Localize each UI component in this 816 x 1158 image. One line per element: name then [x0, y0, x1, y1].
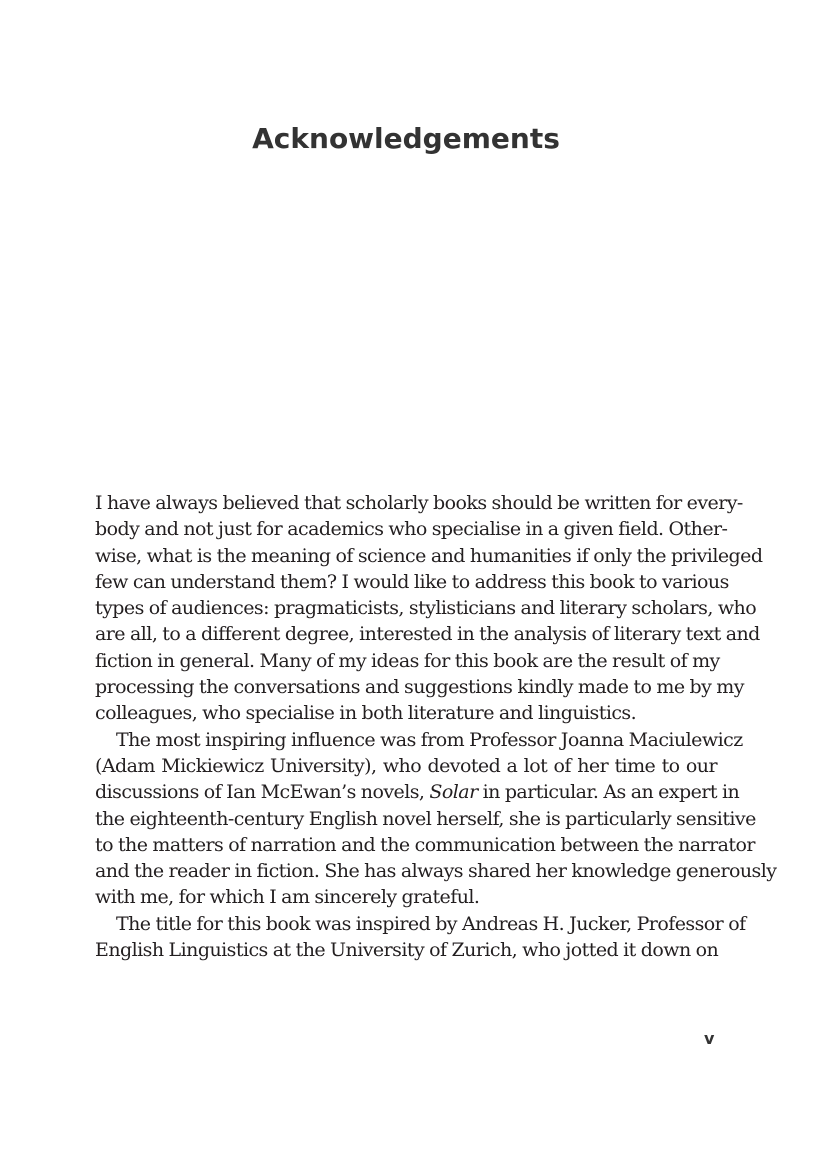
paragraph-3 [95, 911, 746, 964]
text-line: English Linguistics at the University of Zurich, who jotted it down on [95, 939, 719, 962]
text-line: with me, for which I am sincerely grateful. [95, 886, 480, 909]
page-heading: Acknowledgements [252, 122, 560, 155]
page-number: v [704, 1029, 715, 1048]
book-title: Solar [429, 781, 478, 804]
text-line: are all, to a different degree, interested in the analysis of literary text and [95, 623, 760, 646]
text-line: and the reader in fiction. She has always shared her knowledge generously [95, 860, 777, 883]
text-line-with-title [95, 779, 740, 805]
text-line: (Adam Mickiewicz University), who devoted a lot of her time to our [95, 754, 717, 777]
text-line: processing the conversations and suggestions kindly made to me by my [95, 676, 744, 699]
text-line: I have always believed that scholarly books should be written for every- [95, 492, 743, 514]
text-line: few can understand them? I would like to address this book to various [95, 570, 729, 593]
body-text [95, 490, 777, 963]
text-line: to the matters of narration and the communication between the narrator [95, 833, 755, 856]
text-line: body and not just for academics who specialise in a given field. Other- [95, 518, 728, 541]
text-line: The most inspiring influence was from Professor Joanna Maciulewicz [116, 728, 743, 751]
text-run: in particular. As an expert in [477, 781, 740, 804]
paragraph-1 [95, 490, 763, 727]
text-line: types of audiences: pragmaticists, stylisticians and literary scholars, who [95, 597, 757, 620]
paragraph-2 [95, 727, 777, 911]
text-run: discussions of Ian McEwan’s novels, [95, 781, 430, 804]
text-line: colleagues, who specialise in both literature and linguistics. [95, 702, 637, 725]
text-line: wise, what is the meaning of science and humanities if only the privileged [95, 544, 763, 567]
text-line: fiction in general. Many of my ideas for this book are the result of my [95, 649, 720, 672]
text-line: The title for this book was inspired by Andreas H. Jucker, Professor of [116, 912, 746, 935]
text-line: the eighteenth-century English novel herself, she is particularly sensitive [95, 807, 756, 830]
